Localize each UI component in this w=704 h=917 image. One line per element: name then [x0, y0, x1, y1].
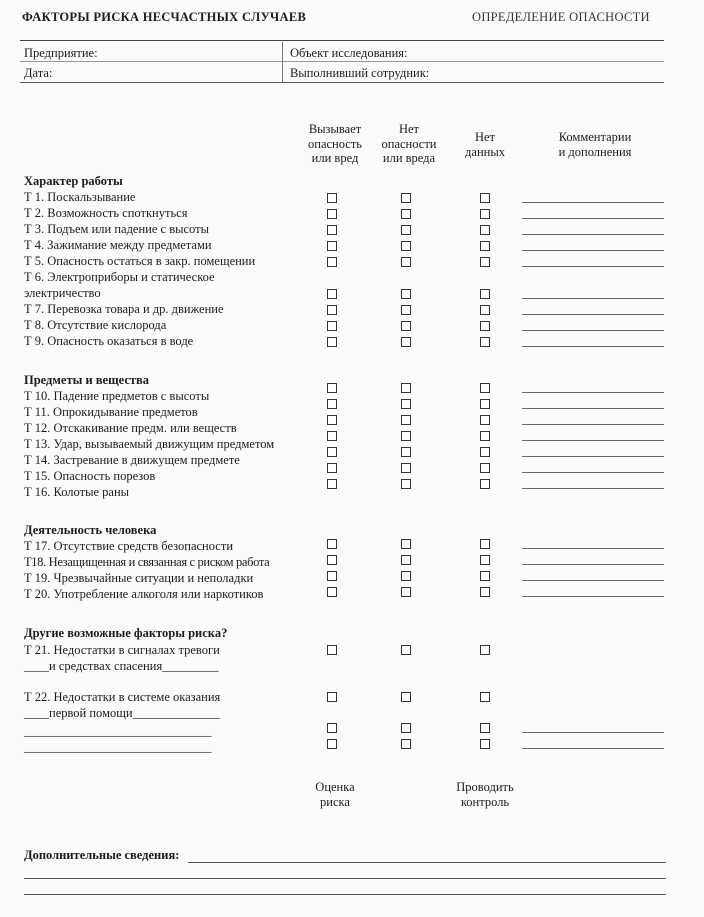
checkbox-causes-row-21[interactable] — [327, 645, 337, 655]
checkbox-causes-row-17[interactable] — [327, 539, 337, 549]
section-title-human: Деятельность человека — [24, 523, 157, 537]
factor-t3: Т 3. Подъем или падение с высоты — [24, 222, 209, 236]
checkbox-no-data-row-17[interactable] — [480, 539, 490, 549]
factor-t17: Т 17. Отсутствие средств безопасности — [24, 539, 234, 553]
comment-line-row-10[interactable] — [522, 392, 664, 393]
checkbox-no-danger-row-12[interactable] — [401, 415, 411, 425]
factor-t20: Т 20. Употребление алкоголя или наркотиков — [24, 587, 264, 601]
date-label: Дата: — [24, 66, 53, 80]
factor-t22-cont: ____первой помощи______________ — [24, 706, 221, 720]
checkbox-causes-row-5[interactable] — [327, 257, 337, 267]
checkbox-no-danger-row-3[interactable] — [401, 225, 411, 235]
checkbox-causes-row-3[interactable] — [327, 225, 337, 235]
factor-t4: Т 4. Зажимание между предметами — [24, 238, 212, 252]
comment-line-row-3[interactable] — [522, 234, 664, 235]
factor-t19: Т 19. Чрезвычайные ситуации и неполадки — [24, 571, 254, 585]
comment-line-row-7[interactable] — [522, 314, 664, 315]
factor-t12: Т 12. Отскакивание предм. или веществ — [24, 421, 237, 435]
factor-t11: Т 11. Опрокидывание предметов — [24, 405, 198, 419]
checkbox-no-data-row-3[interactable] — [480, 225, 490, 235]
blank-factor-line-1[interactable]: ______________________________ — [24, 724, 212, 738]
comment-line-row-14[interactable] — [522, 456, 664, 457]
object-label: Объект исследования: — [290, 46, 408, 60]
checkbox-no-danger-row-24[interactable] — [401, 739, 411, 749]
comment-line-row-18[interactable] — [522, 564, 664, 565]
additional-info-label: Дополнительные сведения: — [24, 848, 180, 862]
checkbox-causes-row-18[interactable] — [327, 555, 337, 565]
checkbox-no-danger-row-15[interactable] — [401, 463, 411, 473]
info-divider — [282, 42, 283, 82]
factor-t7: Т 7. Перевозка товара и др. движение — [24, 302, 224, 316]
comment-line-row-15[interactable] — [522, 472, 664, 473]
factor-t6-cont: электричество — [24, 286, 101, 300]
checkbox-no-data-row-6[interactable] — [480, 289, 490, 299]
factor-t1: Т 1. Поскальзывание — [24, 190, 136, 204]
info-bottom-rule — [20, 82, 664, 83]
checkbox-no-data-row-13[interactable] — [480, 431, 490, 441]
checkbox-no-danger-row-7[interactable] — [401, 305, 411, 315]
checkbox-no-data-row-20[interactable] — [480, 587, 490, 597]
checkbox-causes-row-2[interactable] — [327, 209, 337, 219]
checkbox-causes-row-22[interactable] — [327, 692, 337, 702]
checkbox-causes-row-24[interactable] — [327, 739, 337, 749]
checkbox-no-data-row-15[interactable] — [480, 463, 490, 473]
checkbox-no-data-row-23[interactable] — [480, 723, 490, 733]
factor-t6: Т 6. Электроприборы и статическое — [24, 270, 215, 284]
checkbox-causes-row-6[interactable] — [327, 289, 337, 299]
checkbox-no-data-row-9[interactable] — [480, 337, 490, 347]
section-title-other: Другие возможные факторы риска? — [24, 626, 228, 640]
checkbox-no-data-row-1[interactable] — [480, 193, 490, 203]
checkbox-no-danger-row-13[interactable] — [401, 431, 411, 441]
checkbox-causes-row-11[interactable] — [327, 399, 337, 409]
comment-line-row-12[interactable] — [522, 424, 664, 425]
column-header-causes: Вызывает опасность или вред — [308, 122, 362, 165]
comment-line-row-20[interactable] — [522, 596, 664, 597]
checkbox-no-data-row-10[interactable] — [480, 383, 490, 393]
checkbox-no-danger-row-14[interactable] — [401, 447, 411, 457]
checkbox-no-data-row-7[interactable] — [480, 305, 490, 315]
checkbox-causes-row-12[interactable] — [327, 415, 337, 425]
checkbox-causes-row-23[interactable] — [327, 723, 337, 733]
checkbox-causes-row-14[interactable] — [327, 447, 337, 457]
checkbox-causes-row-15[interactable] — [327, 463, 337, 473]
column-header-no-danger: Нет опасности или вреда — [381, 122, 437, 165]
form-subtitle: ОПРЕДЕЛЕНИЕ ОПАСНОСТИ — [472, 10, 650, 24]
factor-t18: Т18. Незащищенная и связанная с риском работа — [24, 555, 270, 569]
checkbox-no-data-row-14[interactable] — [480, 447, 490, 457]
enterprise-label: Предприятие: — [24, 46, 98, 60]
checkbox-no-danger-row-18[interactable] — [401, 555, 411, 565]
header-rule — [20, 40, 664, 41]
comment-line-row-13[interactable] — [522, 440, 664, 441]
comment-line-row-16[interactable] — [522, 488, 664, 489]
checkbox-no-danger-row-21[interactable] — [401, 645, 411, 655]
checkbox-no-danger-row-8[interactable] — [401, 321, 411, 331]
checkbox-no-data-row-12[interactable] — [480, 415, 490, 425]
checkbox-no-danger-row-22[interactable] — [401, 692, 411, 702]
checkbox-no-data-row-22[interactable] — [480, 692, 490, 702]
checkbox-no-danger-row-11[interactable] — [401, 399, 411, 409]
comment-line-row-8[interactable] — [522, 330, 664, 331]
checkbox-causes-row-19[interactable] — [327, 571, 337, 581]
factor-t22: Т 22. Недостатки в системе оказания — [24, 690, 221, 704]
checkbox-no-danger-row-16[interactable] — [401, 479, 411, 489]
factor-t9: Т 9. Опасность оказаться в воде — [24, 334, 194, 348]
factor-t21-cont: ____и средствах спасения_________ — [24, 659, 219, 673]
comment-line-row-23[interactable] — [522, 732, 664, 733]
checkbox-no-danger-row-2[interactable] — [401, 209, 411, 219]
comment-line-row-2[interactable] — [522, 218, 664, 219]
column-header-no-data: Нет данных — [465, 130, 505, 159]
checkbox-no-data-row-11[interactable] — [480, 399, 490, 409]
factor-t2: Т 2. Возможность споткнуться — [24, 206, 188, 220]
comment-line-row-4[interactable] — [522, 250, 664, 251]
section-title-objects: Предметы и вещества — [24, 373, 150, 387]
checkbox-no-danger-row-1[interactable] — [401, 193, 411, 203]
factor-t13: Т 13. Удар, вызываемый движущим предметом — [24, 437, 275, 451]
checkbox-no-data-row-4[interactable] — [480, 241, 490, 251]
comment-line-row-24[interactable] — [522, 748, 664, 749]
checkbox-no-danger-row-9[interactable] — [401, 337, 411, 347]
checkbox-no-danger-row-23[interactable] — [401, 723, 411, 733]
checkbox-causes-row-1[interactable] — [327, 193, 337, 203]
checkbox-no-data-row-18[interactable] — [480, 555, 490, 565]
checkbox-no-data-row-16[interactable] — [480, 479, 490, 489]
checkbox-no-danger-row-4[interactable] — [401, 241, 411, 251]
checkbox-no-danger-row-17[interactable] — [401, 539, 411, 549]
factor-t15: Т 15. Опасность порезов — [24, 469, 156, 483]
performer-label: Выполнивший сотрудник: — [290, 66, 430, 80]
checkbox-no-danger-row-5[interactable] — [401, 257, 411, 267]
info-row-rule — [20, 61, 664, 62]
checkbox-no-danger-row-19[interactable] — [401, 571, 411, 581]
comment-line-row-5[interactable] — [522, 266, 664, 267]
checkbox-causes-row-16[interactable] — [327, 479, 337, 489]
additional-info-line-3[interactable] — [24, 894, 666, 895]
checkbox-no-data-row-24[interactable] — [480, 739, 490, 749]
checkbox-no-danger-row-10[interactable] — [401, 383, 411, 393]
checkbox-causes-row-8[interactable] — [327, 321, 337, 331]
factor-t10: Т 10. Падение предметов с высоты — [24, 389, 210, 403]
factor-t14: Т 14. Застревание в движущем предмете — [24, 453, 240, 467]
checkbox-no-danger-row-6[interactable] — [401, 289, 411, 299]
checkbox-no-data-row-8[interactable] — [480, 321, 490, 331]
factor-t5: Т 5. Опасность остаться в закр. помещении — [24, 254, 256, 268]
factor-t8: Т 8. Отсутствие кислорода — [24, 318, 167, 332]
checkbox-causes-row-13[interactable] — [327, 431, 337, 441]
checkbox-causes-row-7[interactable] — [327, 305, 337, 315]
additional-info-line-2[interactable] — [24, 878, 666, 879]
checkbox-no-danger-row-20[interactable] — [401, 587, 411, 597]
checkbox-causes-row-20[interactable] — [327, 587, 337, 597]
checkbox-causes-row-9[interactable] — [327, 337, 337, 347]
checkbox-causes-row-4[interactable] — [327, 241, 337, 251]
factor-t21: Т 21. Недостатки в сигналах тревоги — [24, 643, 220, 657]
comment-line-row-17[interactable] — [522, 548, 664, 549]
control-label: Проводить контроль — [456, 780, 514, 809]
column-header-comments: Комментарии и дополнения — [558, 130, 632, 159]
comment-line-row-11[interactable] — [522, 408, 664, 409]
comment-line-row-6[interactable] — [522, 298, 664, 299]
comment-line-row-19[interactable] — [522, 580, 664, 581]
checkbox-no-data-row-21[interactable] — [480, 645, 490, 655]
factor-t16: Т 16. Колотые раны — [24, 485, 130, 499]
checkbox-no-data-row-2[interactable] — [480, 209, 490, 219]
additional-info-line-1[interactable] — [188, 862, 666, 863]
risk-assessment-label: Оценка риска — [315, 780, 355, 809]
checkbox-no-data-row-19[interactable] — [480, 571, 490, 581]
checkbox-causes-row-10[interactable] — [327, 383, 337, 393]
comment-line-row-9[interactable] — [522, 346, 664, 347]
comment-line-row-1[interactable] — [522, 202, 664, 203]
section-title-work: Характер работы — [24, 174, 123, 188]
blank-factor-line-2[interactable]: ______________________________ — [24, 740, 212, 754]
checkbox-no-data-row-5[interactable] — [480, 257, 490, 267]
form-title: ФАКТОРЫ РИСКА НЕСЧАСТНЫХ СЛУЧАЕВ — [22, 10, 307, 24]
